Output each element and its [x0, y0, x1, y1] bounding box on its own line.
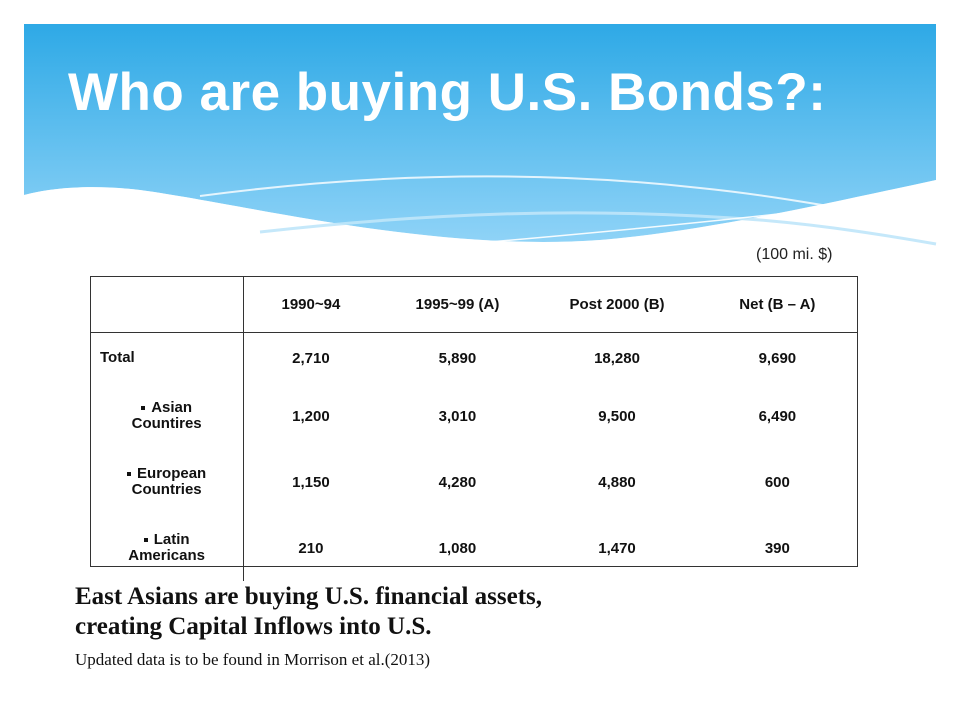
- header-cell-post-2000: Post 2000 (B): [537, 276, 696, 333]
- row-label-line1: Latin: [153, 531, 190, 548]
- header-cell-net: Net (B – A): [697, 276, 858, 333]
- table-cell: 5,890: [438, 349, 477, 367]
- table-cell: 1,150: [292, 473, 330, 491]
- caption-line-2: creating Capital Inflows into U.S.: [75, 613, 432, 640]
- row-label-european: [90, 449, 244, 515]
- row-label-line1: Asian: [151, 399, 193, 416]
- table-cell: 4,880: [598, 473, 636, 491]
- row-label-asian: [90, 383, 244, 449]
- header-cell-blank: [90, 276, 244, 333]
- table-cell: 1,080: [438, 539, 477, 557]
- caption-line-1: East Asians are buying U.S. financial assets,: [75, 583, 542, 610]
- table-row: [90, 515, 858, 581]
- caption: [75, 582, 542, 642]
- row-label-line1: European: [137, 465, 207, 482]
- table-cell: 600: [764, 473, 790, 491]
- row-label-total: Total: [90, 333, 244, 384]
- row-label-latin: [90, 515, 244, 581]
- table-cell: 4,280: [438, 473, 477, 491]
- table-cell: 6,490: [758, 407, 797, 425]
- table-cell: 390: [764, 539, 790, 557]
- table-cell: 9,500: [598, 407, 636, 425]
- table-cell: 210: [298, 539, 324, 557]
- bullet-icon: [141, 406, 145, 410]
- header-cell-1995-99: 1995~99 (A): [378, 276, 538, 333]
- table-row: [90, 333, 858, 384]
- table-row: [90, 383, 858, 449]
- slide-title: Who are buying U.S. Bonds?:: [68, 63, 827, 122]
- title-banner: [0, 0, 960, 270]
- table-cell: 1,200: [292, 407, 330, 425]
- row-label-line2: Americans: [128, 547, 205, 564]
- source-note: Updated data is to be found in Morrison et al.(2013): [75, 650, 431, 669]
- bond-purchase-table: [90, 276, 858, 581]
- bullet-icon: [144, 538, 148, 542]
- table-cell: 1,470: [598, 539, 636, 557]
- row-label-line2: Countires: [131, 415, 202, 432]
- unit-note: (100 mi. $): [756, 246, 833, 263]
- table-cell: 3,010: [438, 407, 477, 425]
- table-header-row: [90, 276, 858, 333]
- table-cell: 9,690: [758, 349, 797, 367]
- row-label-line2: Countries: [131, 481, 202, 498]
- table-cell: 2,710: [292, 349, 330, 367]
- table-row: [90, 449, 858, 515]
- header-cell-1990-94: 1990~94: [244, 276, 378, 333]
- bullet-icon: [127, 472, 131, 476]
- table-cell: 18,280: [594, 349, 640, 367]
